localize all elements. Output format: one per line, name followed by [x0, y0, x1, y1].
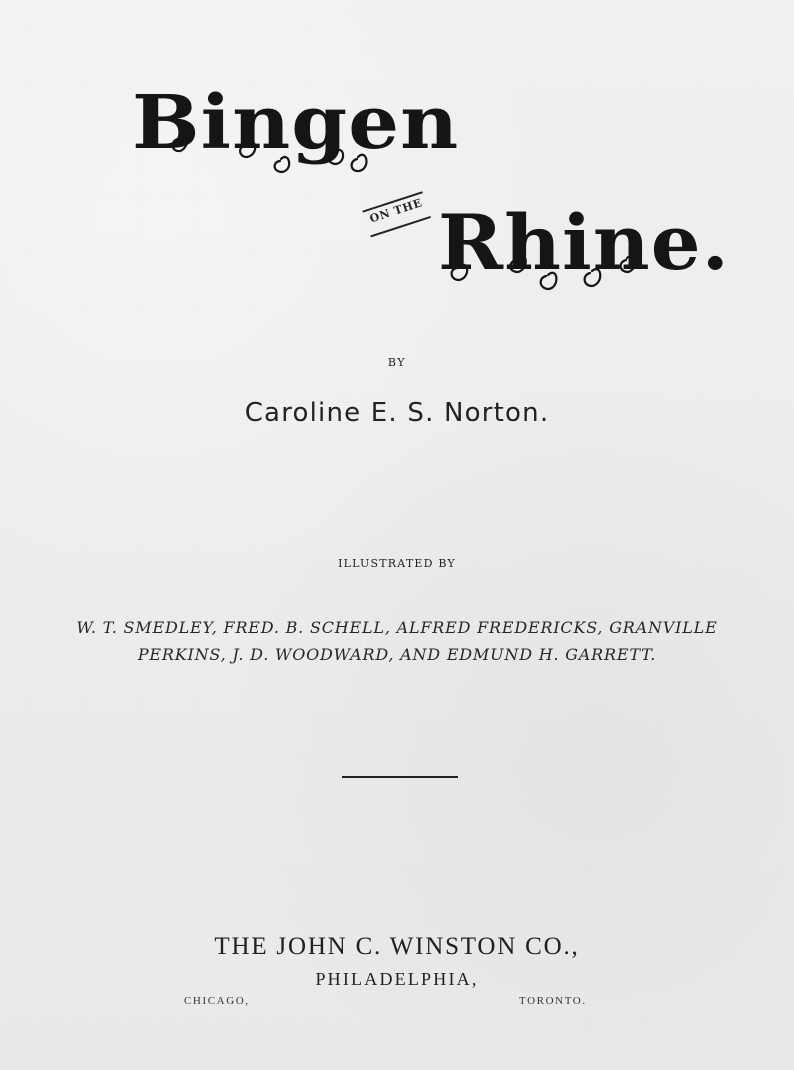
publisher-city: PHILADELPHIA, — [315, 969, 479, 989]
publisher-name: THE JOHN C. WINSTON CO., — [214, 933, 580, 960]
illustrators-line-2: PERKINS, J. D. WOODWARD, AND EDMUND H. GARRETT. — [137, 645, 657, 664]
title-connector — [358, 183, 438, 252]
title-connector-text: ON THE — [367, 196, 424, 226]
title-rhine: Rhine. — [438, 198, 730, 287]
section-divider — [342, 776, 458, 778]
illustrators-block — [52, 614, 742, 668]
author-name: Caroline E. S. Norton. — [244, 398, 550, 428]
title-bingen: Bingen — [132, 80, 460, 166]
publisher-branch-right: TORONTO. — [519, 995, 587, 1007]
illustrators-line-1: W. T. SMEDLEY, FRED. B. SCHELL, ALFRED FREDERICKS, GRANVILLE — [76, 618, 718, 637]
publisher-branch-left: CHICAGO, — [184, 995, 250, 1007]
byline-label: BY — [387, 356, 407, 369]
illustrated-by-label: ILLUSTRATED BY — [338, 557, 456, 570]
